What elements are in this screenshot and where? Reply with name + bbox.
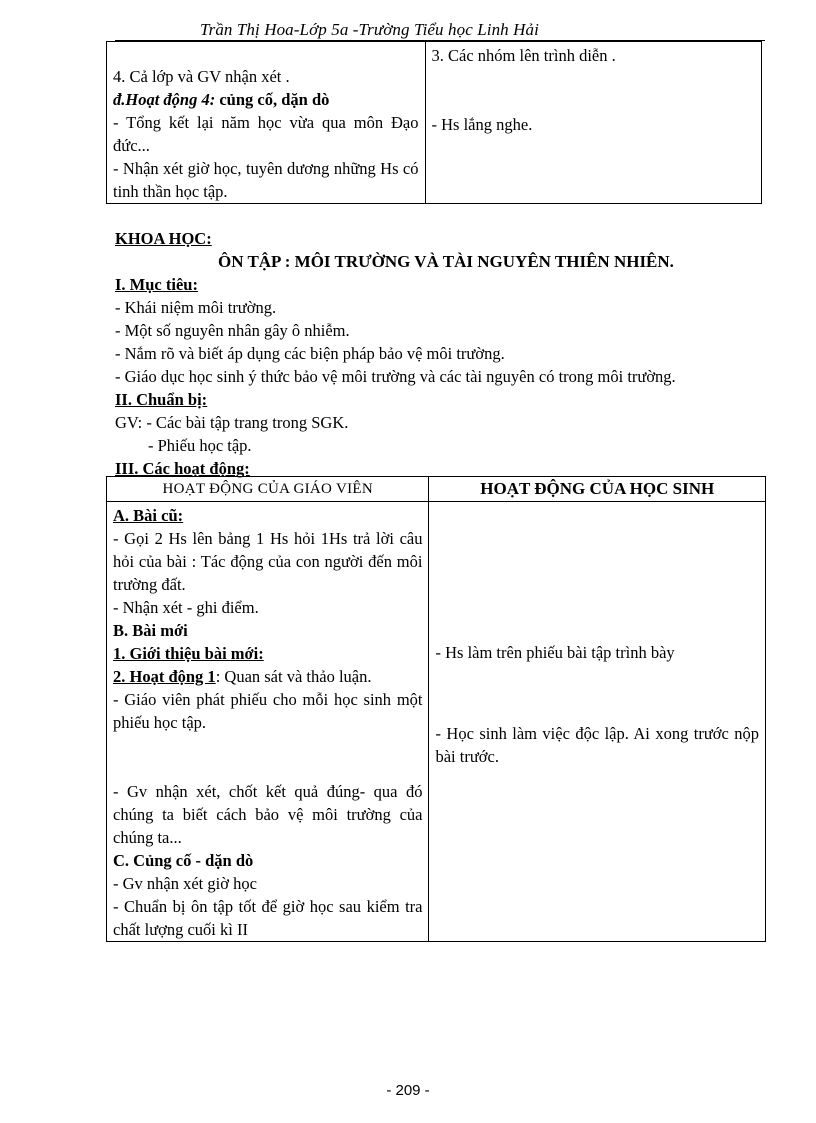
section-c-heading: C. Củng cố - dặn dò: [113, 851, 254, 870]
section-b-heading: B. Bài mới: [113, 621, 188, 640]
list-item: - Giáo dục học sinh ý thức bảo vệ môi trường và các tài nguyên có trong môi trường.: [115, 367, 676, 386]
teacher-cell: [107, 42, 426, 204]
page-number: - 209 -: [386, 1082, 430, 1099]
prep-gv: GV: - Các bài tập trang trong SGK.: [115, 413, 349, 432]
activities-table: [106, 476, 766, 942]
prep-sheet: - Phiếu học tập.: [148, 436, 252, 455]
activity-1-line: 2. Hoạt động 1: Quan sát và thảo luận.: [113, 667, 372, 686]
list-item: - Chuẩn bị ôn tập tốt để giờ học sau kiểm tra chất lượng cuối kì II: [113, 897, 423, 939]
objectives-heading: I. Mục tiêu:: [115, 275, 198, 294]
subject-label: KHOA HỌC:: [115, 229, 212, 248]
list-item: - Hs lắng nghe.: [431, 115, 533, 134]
student-activities-cell: [429, 502, 766, 942]
lesson-title: ÔN TẬP : MÔI TRƯỜNG VÀ TÀI NGUYÊN THIÊN NHIÊN.: [218, 252, 674, 271]
teacher-column-header: HOẠT ĐỘNG CỦA GIÁO VIÊN: [107, 477, 429, 502]
previous-lesson-table: [106, 41, 762, 204]
list-item: - Tổng kết lại năm học vừa qua môn Đạo đức...: [113, 113, 419, 155]
list-item: 3. Các nhóm lên trình diễn .: [431, 46, 616, 65]
student-column-header: HOẠT ĐỘNG CỦA HỌC SINH: [429, 477, 766, 502]
teacher-activities-cell: [107, 502, 429, 942]
objectives-section: [115, 273, 676, 480]
prep-heading: II. Chuẩn bị:: [115, 390, 208, 409]
intro-heading: 1. Giới thiệu bài mới:: [113, 644, 264, 663]
list-item: - Hs làm trên phiếu bài tập trình bày: [435, 643, 675, 662]
list-item: - Học sinh làm việc độc lập. Ai xong trước nộp bài trước.: [435, 724, 759, 766]
page-header: [115, 18, 765, 42]
list-item: - Khái niệm môi trường.: [115, 298, 277, 317]
list-item: - Giáo viên phát phiếu cho mỗi học sinh một phiếu học tập.: [113, 690, 423, 732]
student-cell: [425, 42, 761, 204]
list-item: - Gv nhận xét giờ học: [113, 874, 257, 893]
activities-heading: III. Các hoạt động:: [115, 459, 250, 478]
list-item: - Nhận xét giờ học, tuyên dương những Hs có tinh thần học tập.: [113, 159, 419, 201]
section-a-heading: A. Bài cũ:: [113, 506, 184, 525]
activity-4-heading: đ.Hoạt động 4: củng cố, dặn dò: [113, 90, 330, 109]
list-item: - Một số nguyên nhân gây ô nhiễm.: [115, 321, 350, 340]
list-item: - Nắm rõ và biết áp dụng các biện pháp bảo vệ môi trường.: [115, 344, 505, 363]
list-item: - Nhận xét - ghi điểm.: [113, 598, 259, 617]
list-item: - Gv nhận xét, chốt kết quả đúng- qua đó chúng ta biết cách bảo vệ môi trường của chúng ta...: [113, 782, 423, 847]
list-item: - Gọi 2 Hs lên bảng 1 Hs hỏi 1Hs trả lời câu hỏi của bài : Tác động của con người đến môi trường đất.: [113, 529, 423, 594]
list-item: 4. Cả lớp và GV nhận xét .: [113, 67, 290, 86]
header-text: Trần Thị Hoa-Lớp 5a -Trường Tiểu học Linh Hải: [200, 20, 539, 39]
